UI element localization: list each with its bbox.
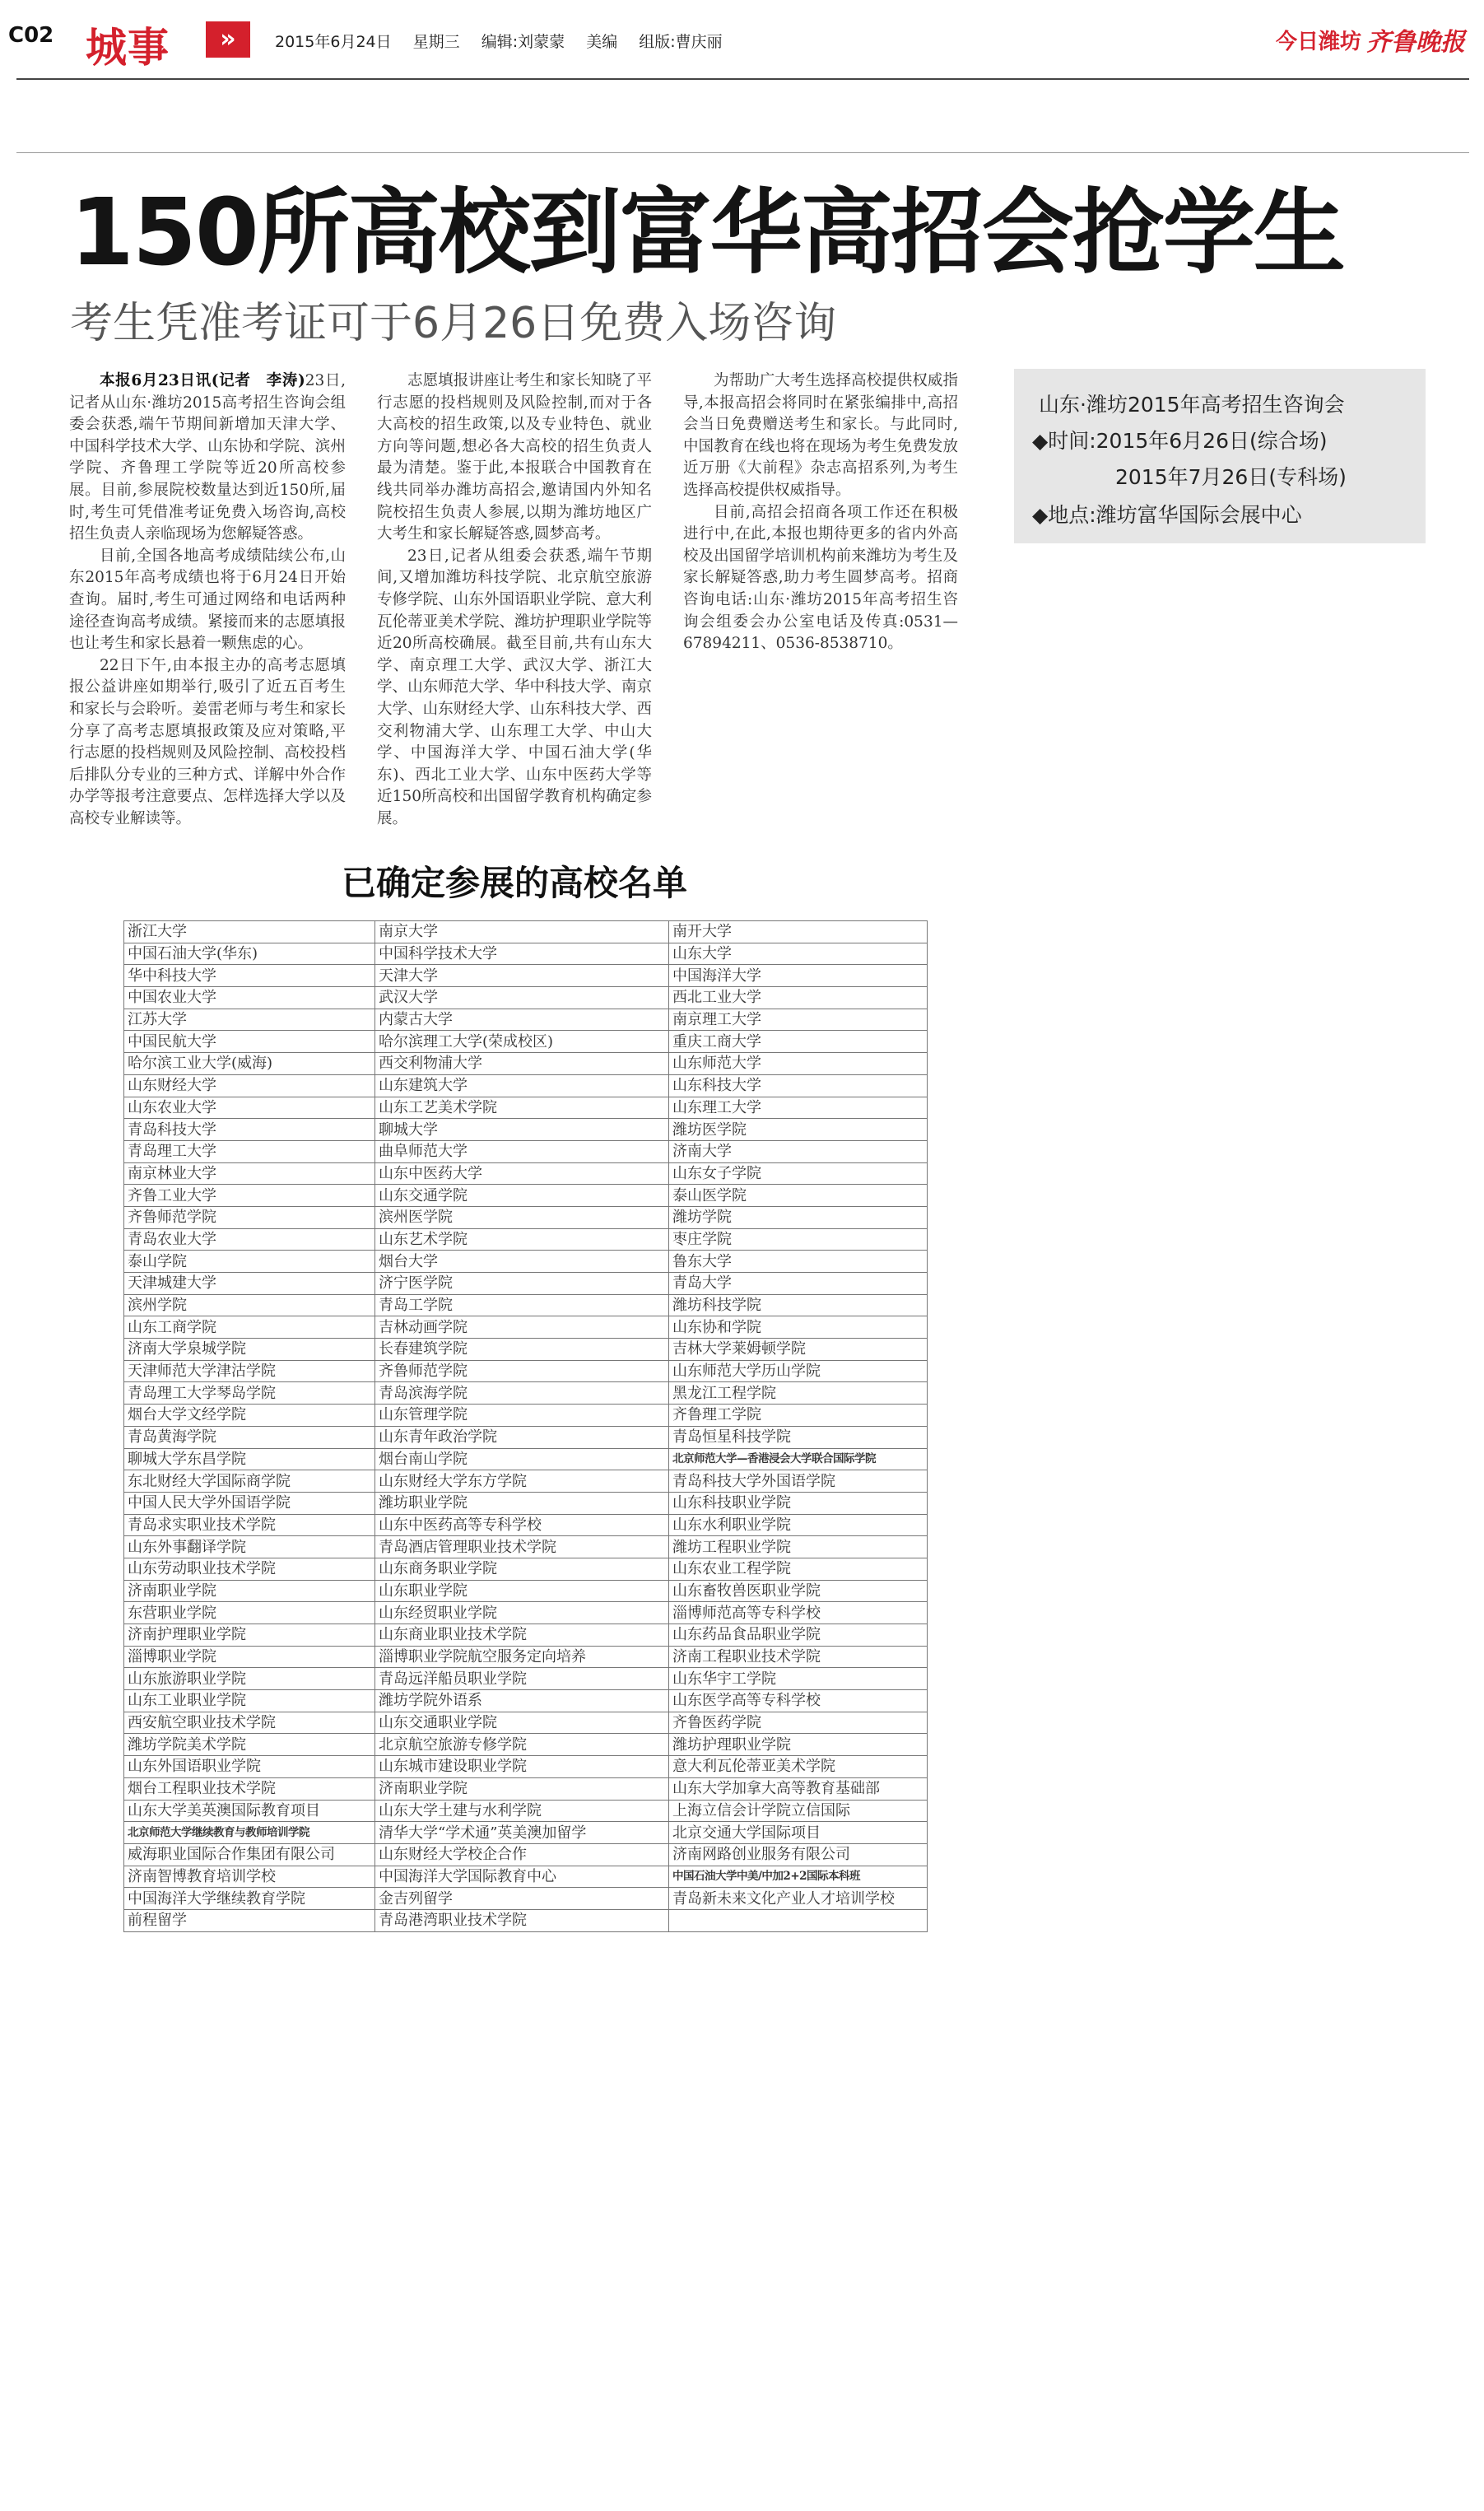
table-row <box>124 1097 928 1119</box>
table-row <box>124 1426 928 1448</box>
table-cell: 青岛酒店管理职业技术学院 <box>375 1536 669 1558</box>
table-cell: 济南网路创业服务有限公司 <box>669 1843 928 1866</box>
table-cell: 烟台大学 <box>375 1251 669 1273</box>
table-cell: 中国石油大学中美/中加2+2国际本科班 <box>669 1866 928 1888</box>
table-cell: 吉林大学莱姆顿学院 <box>669 1339 928 1361</box>
table-cell: 中国农业大学 <box>124 987 375 1009</box>
table-cell: 山东科技大学 <box>669 1074 928 1097</box>
table-cell: 山东协和学院 <box>669 1316 928 1339</box>
article-paragraph: 志愿填报讲座让考生和家长知晓了平行志愿的投档规则及风险控制,而对于各大高校的招生政策,以及专业特色、就业方向等问题,想必各大高校的招生负责人最为清楚。鉴于此,本报联合中国教育在线共同举办潍坊高招会,邀请国内外知名院校招生负责人参展,以期为潍坊地区广大考生和家长解疑答惑,圆梦高考。 <box>377 372 652 543</box>
table-cell: 山东艺术学院 <box>375 1228 669 1251</box>
table-cell: 淄博师范高等专科学校 <box>669 1602 928 1624</box>
table-cell: 华中科技大学 <box>124 965 375 987</box>
table-row <box>124 1514 928 1536</box>
table-cell: 青岛滨海学院 <box>375 1382 669 1405</box>
table-cell: 山东畜牧兽医职业学院 <box>669 1580 928 1602</box>
table-cell: 南开大学 <box>669 921 928 943</box>
table-cell: 山东中医药大学 <box>375 1162 669 1185</box>
table-cell: 聊城大学东昌学院 <box>124 1448 375 1470</box>
table-cell: 山东女子学院 <box>669 1162 928 1185</box>
headline-divider <box>16 152 1469 153</box>
table-row <box>124 1405 928 1427</box>
table-row <box>124 1668 928 1690</box>
table-cell: 山东理工大学 <box>669 1097 928 1119</box>
table-cell: 上海立信会计学院立信国际 <box>669 1800 928 1822</box>
table-cell: 山东旅游职业学院 <box>124 1668 375 1690</box>
table-row <box>124 1712 928 1734</box>
table-row <box>124 1800 928 1822</box>
table-cell: 山东药品食品职业学院 <box>669 1624 928 1647</box>
table-cell: 青岛农业大学 <box>124 1228 375 1251</box>
header-divider <box>16 78 1469 80</box>
table-cell: 济南大学 <box>669 1140 928 1162</box>
table-cell: 淄博职业学院 <box>124 1646 375 1668</box>
table-cell: 东北财经大学国际商学院 <box>124 1470 375 1493</box>
table-cell: 清华大学“学术通”英美澳加留学 <box>375 1822 669 1844</box>
table-cell: 中国海洋大学国际教育中心 <box>375 1866 669 1888</box>
table-cell: 东营职业学院 <box>124 1602 375 1624</box>
table-cell: 山东农业大学 <box>124 1097 375 1119</box>
table-cell: 潍坊护理职业学院 <box>669 1734 928 1756</box>
event-info-box <box>1014 369 1426 543</box>
table-cell: 中国海洋大学继续教育学院 <box>124 1888 375 1910</box>
paragraph-text: 23日,记者从山东·潍坊2015高考招生咨询会组委会获悉,端午节期间新增加天津大学、中国科学技术大学、山东协和学院、滨州学院、齐鲁理工学院等近20所高校参展。目前,参展院校数量达到近150所,届时,考生可凭借准考证免费入场咨询,高校招生负责人亲临现场为您解疑答惑。 <box>69 372 347 543</box>
table-cell: 青岛求实职业技术学院 <box>124 1514 375 1536</box>
table-row <box>124 1602 928 1624</box>
table-cell: 山东水利职业学院 <box>669 1514 928 1536</box>
subheadline: 考生凭准考证可于6月26日免费入场咨询 <box>70 299 837 348</box>
table-row <box>124 1646 928 1668</box>
table-cell: 青岛港湾职业技术学院 <box>375 1909 669 1931</box>
table-row <box>124 1206 928 1228</box>
table-cell: 天津师范大学津沽学院 <box>124 1360 375 1382</box>
table-row <box>124 1888 928 1910</box>
table-cell: 青岛工学院 <box>375 1294 669 1316</box>
article-paragraph: 22日下午,由本报主办的高考志愿填报公益讲座如期举行,吸引了近五百考生和家长与会聆听。姜雷老师与考生和家长分享了高考志愿填报政策及应对策略,平行志愿的投档规则及风险控制、高校投档后排队分专业的三种方式、详解中外合作办学等报考注意要点、怎样选择大学以及高校专业解读等。 <box>69 656 346 827</box>
table-cell: 山东外事翻译学院 <box>124 1536 375 1558</box>
article-column-1 <box>69 370 346 830</box>
table-cell: 山东工艺美术学院 <box>375 1097 669 1119</box>
table-cell: 山东管理学院 <box>375 1405 669 1427</box>
table-cell: 鲁东大学 <box>669 1251 928 1273</box>
table-cell: 济宁医学院 <box>375 1273 669 1295</box>
table-row <box>124 1580 928 1602</box>
table-cell: 南京大学 <box>375 921 669 943</box>
table-row <box>124 1316 928 1339</box>
table-cell: 南京理工大学 <box>669 1009 928 1031</box>
issue-weekday: 星期三 <box>412 33 460 51</box>
table-cell: 中国民航大学 <box>124 1031 375 1053</box>
table-cell: 山东建筑大学 <box>375 1074 669 1097</box>
table-row <box>124 1777 928 1800</box>
table-cell: 齐鲁理工学院 <box>669 1405 928 1427</box>
table-cell: 山东工商学院 <box>124 1316 375 1339</box>
table-cell: 淄博职业学院航空服务定向培养 <box>375 1646 669 1668</box>
table-cell: 潍坊学院美术学院 <box>124 1734 375 1756</box>
table-cell: 山东科技职业学院 <box>669 1492 928 1514</box>
table-row <box>124 1251 928 1273</box>
table-cell: 哈尔滨工业大学(威海) <box>124 1053 375 1075</box>
header-meta <box>275 30 739 52</box>
table-cell: 烟台大学文经学院 <box>124 1405 375 1427</box>
table-cell: 济南护理职业学院 <box>124 1624 375 1647</box>
table-row <box>124 921 928 943</box>
table-row <box>124 1382 928 1405</box>
table-row <box>124 1690 928 1712</box>
table-cell: 烟台工程职业技术学院 <box>124 1777 375 1800</box>
table-cell: 前程留学 <box>124 1909 375 1931</box>
table-row <box>124 1822 928 1844</box>
table-cell: 山东中医药高等专科学校 <box>375 1514 669 1536</box>
table-cell: 潍坊科技学院 <box>669 1294 928 1316</box>
table-cell: 济南工程职业技术学院 <box>669 1646 928 1668</box>
table-row <box>124 1866 928 1888</box>
headline: 150所高校到富华高招会抢学生 <box>70 179 1344 287</box>
table-cell: 重庆工商大学 <box>669 1031 928 1053</box>
article-paragraph: 目前,高招会招商各项工作还在积极进行中,在此,本报也期待更多的省内外高校及出国留学培训机构前来潍坊为考生及家长解疑答惑,助力考生圆梦高考。招商咨询电话:山东·潍坊2015年高考招生咨询会组委会办公室电话及传真:0531—67894211、0536-8538710。 <box>683 503 958 653</box>
designer-credit: 美编 <box>586 33 618 51</box>
table-cell: 潍坊学院 <box>669 1206 928 1228</box>
table-row <box>124 1909 928 1931</box>
table-cell: 山东城市建设职业学院 <box>375 1756 669 1778</box>
table-cell: 青岛大学 <box>669 1273 928 1295</box>
table-cell: 内蒙古大学 <box>375 1009 669 1031</box>
article-paragraph: 目前,全国各地高考成绩陆续公布,山东2015年高考成绩也将于6月24日开始查询。届时,考生可通过网络和电话两种途径查询高考成绩。紧接而来的志愿填报也让考生和家长悬着一颗焦虑的心。 <box>69 547 346 653</box>
university-table <box>123 920 928 1932</box>
table-cell: 济南智博教育培训学校 <box>124 1866 375 1888</box>
table-cell: 山东外国语职业学院 <box>124 1756 375 1778</box>
table-row <box>124 1756 928 1778</box>
issue-date: 2015年6月24日 <box>275 33 392 51</box>
table-cell: 山东财经大学 <box>124 1074 375 1097</box>
table-cell: 南京林业大学 <box>124 1162 375 1185</box>
table-cell: 滨州医学院 <box>375 1206 669 1228</box>
table-cell: 山东师范大学 <box>669 1053 928 1075</box>
table-cell: 吉林动画学院 <box>375 1316 669 1339</box>
table-cell: 青岛科技大学 <box>124 1119 375 1141</box>
table-row <box>124 1074 928 1097</box>
table-cell: 山东交通职业学院 <box>375 1712 669 1734</box>
info-title: 山东·潍坊2015年高考招生咨询会 <box>1039 393 1345 417</box>
table-row <box>124 1119 928 1141</box>
table-row <box>124 1448 928 1470</box>
table-cell: 山东大学美英澳国际教育项目 <box>124 1800 375 1822</box>
table-cell: 中国石油大学(华东) <box>124 943 375 965</box>
table-cell: 青岛黄海学院 <box>124 1426 375 1448</box>
table-row <box>124 987 928 1009</box>
table-cell: 长春建筑学院 <box>375 1339 669 1361</box>
table-row <box>124 1470 928 1493</box>
table-row <box>124 1843 928 1866</box>
table-cell: 潍坊学院外语系 <box>375 1690 669 1712</box>
article-dateline: 本报6月23日讯(记者 李涛) <box>100 372 305 389</box>
table-cell: 山东师范大学历山学院 <box>669 1360 928 1382</box>
table-cell: 威海职业国际合作集团有限公司 <box>124 1843 375 1866</box>
table-cell: 意大利瓦伦蒂亚美术学院 <box>669 1756 928 1778</box>
table-row <box>124 1734 928 1756</box>
table-cell: 山东大学加拿大高等教育基础部 <box>669 1777 928 1800</box>
info-location: ◆地点:潍坊富华国际会展中心 <box>1032 503 1302 527</box>
table-cell: 山东工业职业学院 <box>124 1690 375 1712</box>
table-row <box>124 1624 928 1647</box>
table-row <box>124 1492 928 1514</box>
table-cell: 西安航空职业技术学院 <box>124 1712 375 1734</box>
table-row <box>124 1053 928 1075</box>
table-cell: 西北工业大学 <box>669 987 928 1009</box>
table-cell: 北京师范大学继续教育与教师培训学院 <box>124 1822 375 1844</box>
table-cell: 泰山医学院 <box>669 1185 928 1207</box>
table-cell: 山东财经大学东方学院 <box>375 1470 669 1493</box>
table-row <box>124 965 928 987</box>
table-row <box>124 1228 928 1251</box>
table-cell: 中国海洋大学 <box>669 965 928 987</box>
table-cell: 济南大学泉城学院 <box>124 1339 375 1361</box>
table-cell: 齐鲁师范学院 <box>375 1360 669 1382</box>
table-cell: 哈尔滨理工大学(荣成校区) <box>375 1031 669 1053</box>
page-header <box>0 0 1484 91</box>
table-row <box>124 1339 928 1361</box>
table-cell: 山东经贸职业学院 <box>375 1602 669 1624</box>
table-cell: 江苏大学 <box>124 1009 375 1031</box>
article-column-2 <box>377 370 652 830</box>
table-row <box>124 1536 928 1558</box>
table-cell: 齐鲁工业大学 <box>124 1185 375 1207</box>
table-cell: 山东农业工程学院 <box>669 1558 928 1580</box>
edition-label: 今日潍坊 <box>1276 30 1362 54</box>
table-row <box>124 1294 928 1316</box>
table-row <box>124 1558 928 1580</box>
article-paragraph <box>69 370 346 546</box>
table-cell: 青岛恒星科技学院 <box>669 1426 928 1448</box>
table-cell: 山东交通学院 <box>375 1185 669 1207</box>
table-cell: 曲阜师范大学 <box>375 1140 669 1162</box>
table-cell: 枣庄学院 <box>669 1228 928 1251</box>
article-column-3 <box>683 370 958 655</box>
editor-credit: 编辑:刘蒙蒙 <box>481 33 565 51</box>
table-cell: 山东大学土建与水利学院 <box>375 1800 669 1822</box>
table-cell: 北京航空旅游专修学院 <box>375 1734 669 1756</box>
table-cell: 北京交通大学国际项目 <box>669 1822 928 1844</box>
table-cell: 黑龙江工程学院 <box>669 1382 928 1405</box>
table-row <box>124 1140 928 1162</box>
table-cell: 烟台南山学院 <box>375 1448 669 1470</box>
table-cell <box>669 1909 928 1931</box>
info-time-general: ◆时间:2015年6月26日(综合场) <box>1032 429 1328 453</box>
table-cell: 齐鲁师范学院 <box>124 1206 375 1228</box>
table-cell: 山东劳动职业技术学院 <box>124 1558 375 1580</box>
section-arrow-icon: » <box>206 21 250 58</box>
page-number: C02 <box>8 23 54 48</box>
table-row <box>124 1185 928 1207</box>
table-cell: 浙江大学 <box>124 921 375 943</box>
table-cell: 潍坊职业学院 <box>375 1492 669 1514</box>
table-cell: 青岛理工大学 <box>124 1140 375 1162</box>
table-row <box>124 1009 928 1031</box>
table-cell: 济南职业学院 <box>124 1580 375 1602</box>
table-cell: 山东医学高等专科学校 <box>669 1690 928 1712</box>
table-cell: 青岛科技大学外国语学院 <box>669 1470 928 1493</box>
article-paragraph: 为帮助广大考生选择高校提供权威指导,本报高招会将同时在紧张编排中,高招会当日免费赠送考生和家长。与此同时,中国教育在线也将在现场为考生免费发放近万册《大前程》杂志高招系列,为考生选择高校提供权威指导。 <box>683 372 958 499</box>
table-row <box>124 1360 928 1382</box>
table-cell: 天津大学 <box>375 965 669 987</box>
table-cell: 山东商务职业学院 <box>375 1558 669 1580</box>
table-cell: 泰山学院 <box>124 1251 375 1273</box>
table-cell: 青岛新未来文化产业人才培训学校 <box>669 1888 928 1910</box>
table-cell: 中国人民大学外国语学院 <box>124 1492 375 1514</box>
table-cell: 青岛理工大学琴岛学院 <box>124 1382 375 1405</box>
table-cell: 青岛远洋船员职业学院 <box>375 1668 669 1690</box>
table-cell: 滨州学院 <box>124 1294 375 1316</box>
table-row <box>124 943 928 965</box>
table-cell: 北京师范大学—香港浸会大学联合国际学院 <box>669 1448 928 1470</box>
article-paragraph: 23日,记者从组委会获悉,端午节期间,又增加潍坊科技学院、北京航空旅游专修学院、山东外国语职业学院、意大利瓦伦蒂亚美术学院、潍坊护理职业学院等近20所高校确展。截至目前,共有山东大学、南京理工大学、武汉大学、浙江大学、山东师范大学、华中科技大学、南京大学、山东财经大学、山东科技大学、西交利物浦大学、山东理工大学、中山大学、中国海洋大学、中国石油大学(华东)、西北工业大学、山东中医药大学等近150所高校和出国留学教育机构确定参展。 <box>377 547 652 827</box>
table-row <box>124 1162 928 1185</box>
table-title: 已确定参展的高校名单 <box>342 863 688 903</box>
table-cell: 山东华宇工学院 <box>669 1668 928 1690</box>
table-row <box>124 1273 928 1295</box>
table-row <box>124 1031 928 1053</box>
layout-credit: 组版:曹庆丽 <box>639 33 723 51</box>
table-cell: 天津城建大学 <box>124 1273 375 1295</box>
table-cell: 金吉列留学 <box>375 1888 669 1910</box>
table-cell: 武汉大学 <box>375 987 669 1009</box>
table-cell: 潍坊工程职业学院 <box>669 1536 928 1558</box>
table-cell: 山东商业职业技术学院 <box>375 1624 669 1647</box>
newspaper-logo: 齐鲁晚报 <box>1366 28 1465 57</box>
table-cell: 中国科学技术大学 <box>375 943 669 965</box>
table-cell: 山东财经大学校企合作 <box>375 1843 669 1866</box>
table-cell: 济南职业学院 <box>375 1777 669 1800</box>
section-name: 城事 <box>86 24 170 72</box>
table-cell: 聊城大学 <box>375 1119 669 1141</box>
info-time-vocational: 2015年7月26日(专科场) <box>1115 465 1347 489</box>
table-cell: 西交利物浦大学 <box>375 1053 669 1075</box>
table-cell: 山东职业学院 <box>375 1580 669 1602</box>
table-cell: 山东青年政治学院 <box>375 1426 669 1448</box>
table-cell: 齐鲁医药学院 <box>669 1712 928 1734</box>
table-cell: 山东大学 <box>669 943 928 965</box>
table-cell: 潍坊医学院 <box>669 1119 928 1141</box>
